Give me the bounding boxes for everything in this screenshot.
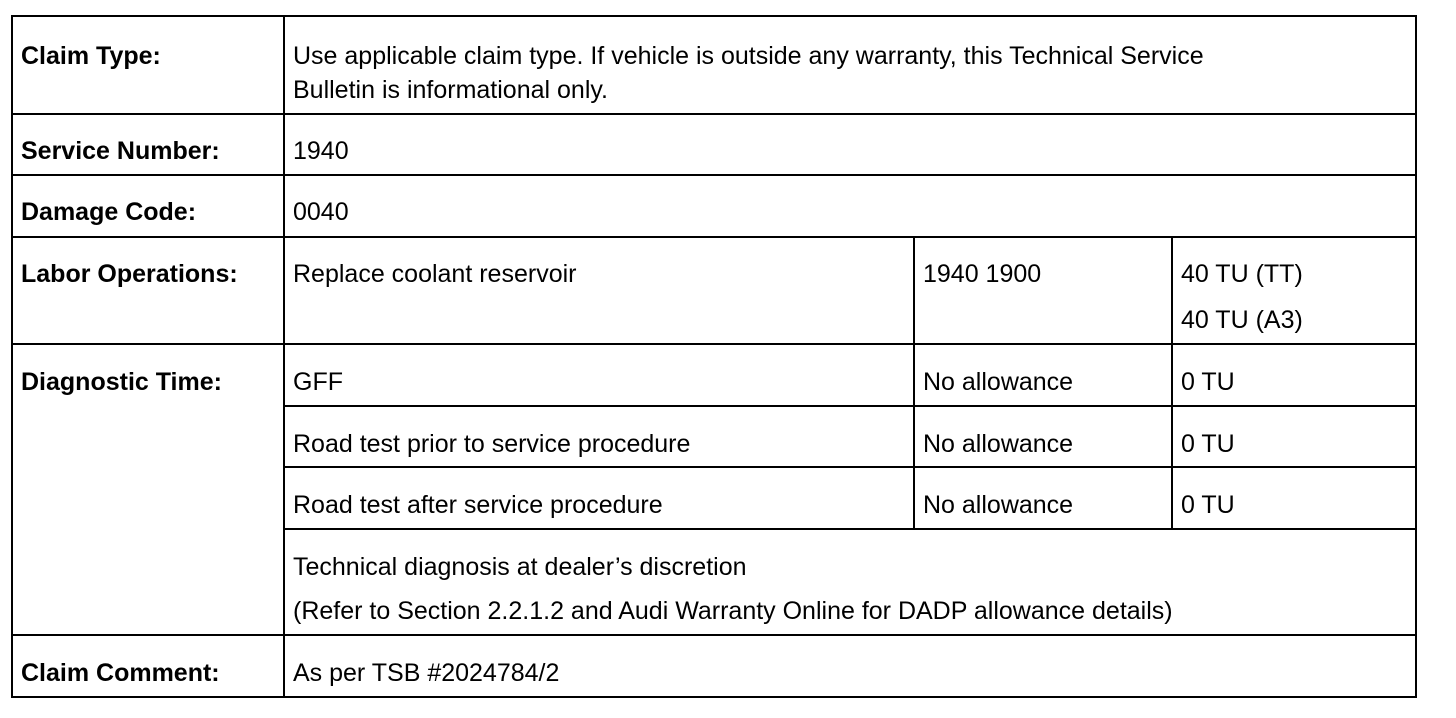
labor-operation-times bbox=[1172, 237, 1416, 344]
technical-diagnosis-text: Technical diagnosis at dealer’s discretion bbox=[293, 553, 747, 581]
service-number-row bbox=[12, 114, 1416, 175]
claim-type-text-line-1: Use applicable claim type. If vehicle is outside any warranty, this Technical Service bbox=[293, 42, 1204, 70]
diagnostic-item-time: 0 TU bbox=[1172, 406, 1416, 467]
labor-time-a3: 40 TU (A3) bbox=[1181, 306, 1303, 334]
diagnostic-item-allowance: No allowance bbox=[914, 467, 1172, 529]
claim-type-label: Claim Type: bbox=[12, 16, 284, 114]
diagnostic-item-allowance: No allowance bbox=[914, 344, 1172, 406]
labor-time-tt: 40 TU (TT) bbox=[1181, 260, 1303, 288]
technical-diagnosis-reference: (Refer to Section 2.2.1.2 and Audi Warranty Online for DADP allowance details) bbox=[293, 597, 1173, 625]
diagnostic-item-description: GFF bbox=[284, 344, 914, 406]
diagnostic-item-description: Road test prior to service procedure bbox=[284, 406, 914, 467]
diagnostic-item-time: 0 TU bbox=[1172, 344, 1416, 406]
technical-diagnosis-cell bbox=[284, 529, 1416, 635]
diagnostic-item-allowance: No allowance bbox=[914, 406, 1172, 467]
claim-type-text-line-2: Bulletin is informational only. bbox=[293, 76, 608, 104]
labor-operation-description: Replace coolant reservoir bbox=[284, 237, 914, 344]
diagnostic-row bbox=[12, 344, 1416, 406]
service-number-value: 1940 bbox=[284, 114, 1416, 175]
damage-code-row bbox=[12, 175, 1416, 237]
claim-type-value bbox=[284, 16, 1416, 114]
labor-operations-label: Labor Operations: bbox=[12, 237, 284, 344]
claim-comment-value: As per TSB #2024784/2 bbox=[284, 635, 1416, 697]
labor-operations-row bbox=[12, 237, 1416, 344]
labor-operation-code: 1940 1900 bbox=[914, 237, 1172, 344]
damage-code-label: Damage Code: bbox=[12, 175, 284, 237]
claim-comment-label: Claim Comment: bbox=[12, 635, 284, 697]
claim-type-row bbox=[12, 16, 1416, 114]
diagnostic-time-label: Diagnostic Time: bbox=[12, 344, 284, 635]
diagnostic-item-time: 0 TU bbox=[1172, 467, 1416, 529]
damage-code-value: 0040 bbox=[284, 175, 1416, 237]
warranty-info-table bbox=[11, 15, 1417, 698]
claim-comment-row bbox=[12, 635, 1416, 697]
service-number-label: Service Number: bbox=[12, 114, 284, 175]
diagnostic-item-description: Road test after service procedure bbox=[284, 467, 914, 529]
